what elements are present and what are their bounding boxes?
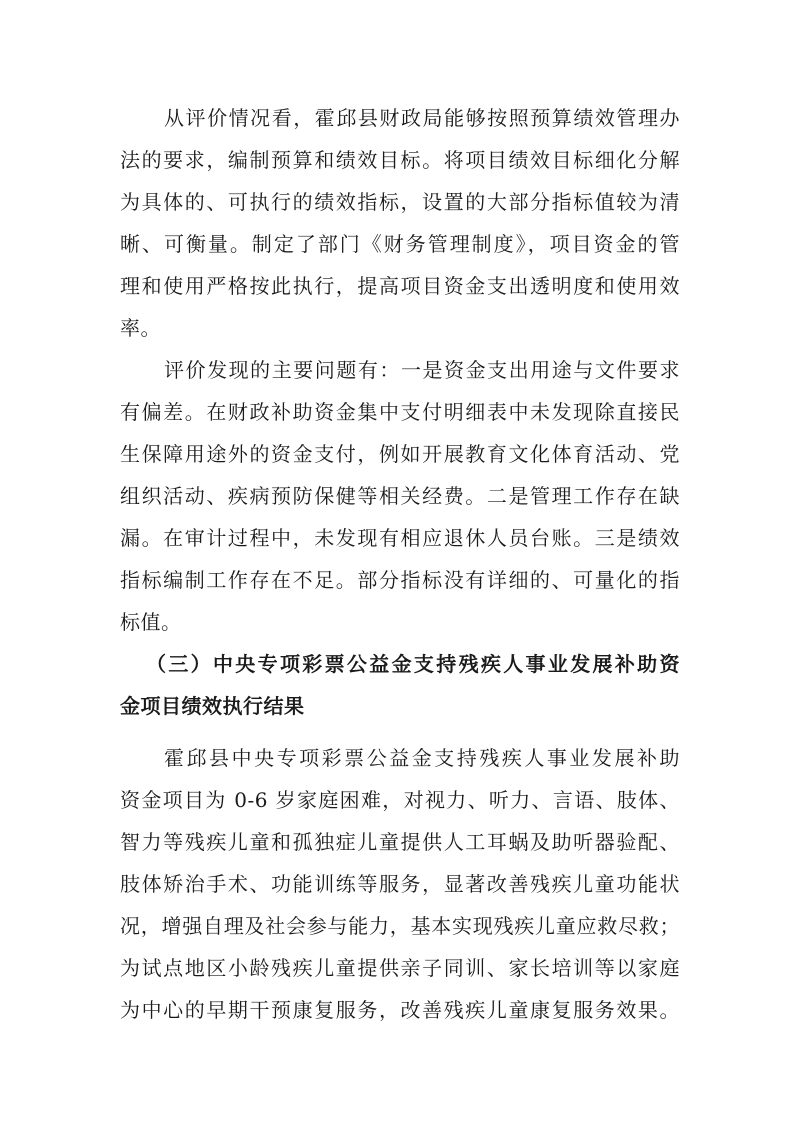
text-line: 为具体的、可执行的绩效指标，设置的大部分指标值较为清	[120, 190, 680, 214]
text-line: 理和使用严格按此执行，提高项目资金支出透明度和使用效	[120, 274, 680, 298]
text-line: 为中心的早期干预康复服务，改善残疾儿童康复服务效果。	[120, 998, 680, 1022]
text-line: 评价发现的主要问题有：一是资金支出用途与文件要求	[164, 358, 680, 382]
text-line: 标值。	[120, 610, 182, 634]
text-line: 晰、可衡量。制定了部门《财务管理制度》，项目资金的管	[120, 232, 680, 256]
text-line: 生保障用途外的资金支付，例如开展教育文化体育活动、党	[120, 442, 680, 466]
text-line: 有偏差。在财政补助资金集中支付明细表中未发现除直接民	[120, 400, 680, 424]
text-line: 率。	[120, 316, 161, 340]
text-line: 智力等残疾儿童和孤独症儿童提供人工耳蜗及助听器验配、	[120, 830, 680, 854]
text-line: 从评价情况看，霍邱县财政局能够按照预算绩效管理办	[164, 106, 680, 130]
text-line: 为试点地区小龄残疾儿童提供亲子同训、家长培训等以家庭	[120, 956, 680, 980]
text-line: 法的要求，编制预算和绩效目标。将项目绩效目标细化分解	[120, 148, 680, 172]
heading-line: （三）中央专项彩票公益金支持残疾人事业发展补助资	[146, 652, 680, 676]
text-line: 组织活动、疾病预防保健等相关经费。二是管理工作存在缺	[120, 484, 680, 508]
text-line: 况，增强自理及社会参与能力，基本实现残疾儿童应救尽救；	[120, 914, 680, 938]
heading-line: 金项目绩效执行结果	[120, 694, 305, 718]
text-line: 资金项目为 0-6 岁家庭困难，对视力、听力、言语、肢体、	[120, 788, 680, 812]
text-line: 霍邱县中央专项彩票公益金支持残疾人事业发展补助	[164, 746, 680, 770]
text-line: 漏。在审计过程中，未发现有相应退休人员台账。三是绩效	[120, 526, 680, 550]
text-line: 肢体矫治手术、功能训练等服务，显著改善残疾儿童功能状	[120, 872, 680, 896]
text-line: 指标编制工作存在不足。部分指标没有详细的、可量化的指	[120, 568, 680, 592]
